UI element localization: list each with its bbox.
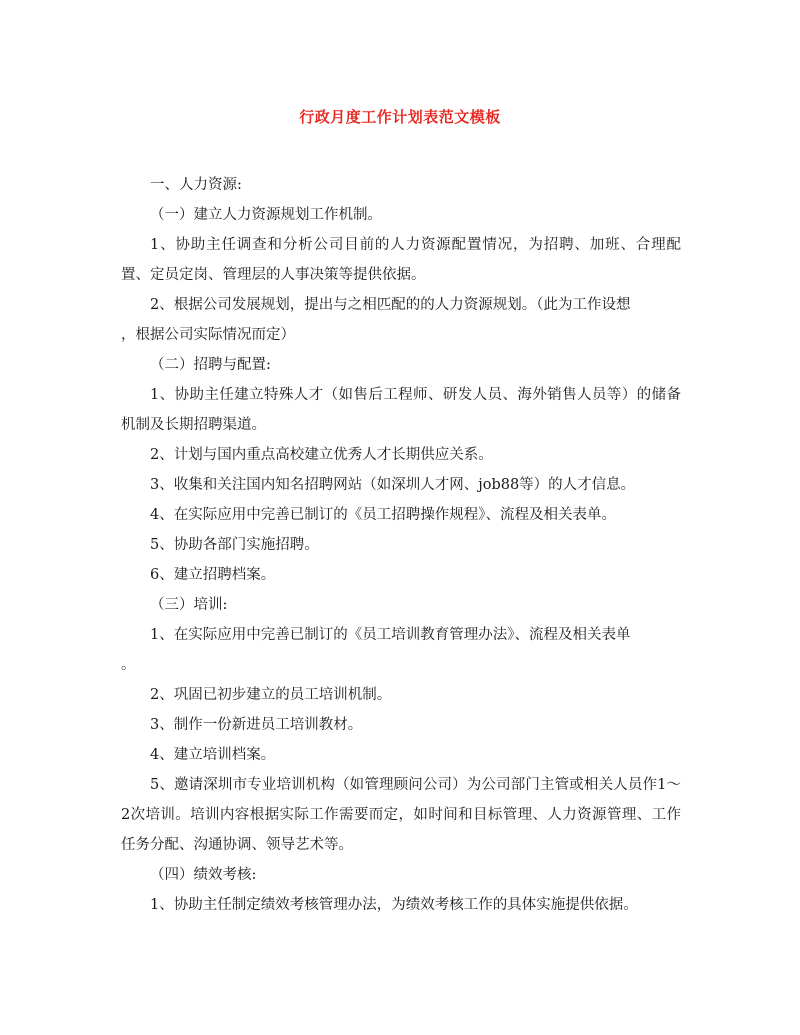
paragraph: 2、计划与国内重点高校建立优秀人才长期供应关系。 [150,447,493,463]
paragraph-continuation: 。 [121,657,136,673]
document-body [121,170,681,920]
paragraph: 3、收集和关注国内知名招聘网站（如深圳人才网、job88等）的人才信息。 [150,477,636,493]
section-heading: 一、人力资源: [150,177,242,193]
subsection-heading: （四）绩效考核: [150,867,257,883]
paragraph: 1、协助主任调查和分析公司目前的人力资源配置情况，为招聘、加班、合理配置、定员定岗、管理层的人事决策等提供依据。 [121,237,681,283]
paragraph: 6、建立招聘档案。 [150,567,276,583]
paragraph-continuation: ，根据公司实际情况而定） [121,327,295,343]
paragraph: 3、制作一份新进员工培训教材。 [150,717,363,733]
paragraph: 2、根据公司发展规划，提出与之相匹配的的人力资源规划。（此为工作设想 [150,297,631,313]
paragraph: 5、邀请深圳市专业培训机构（如管理顾问公司）为公司部门主管或相关人员作1～2次培训。培训内容根据实际工作需要而定，如时间和目标管理、人力资源管理、工作任务分配、沟通协调、领导艺术等。 [121,777,681,853]
paragraph: 4、建立培训档案。 [150,747,276,763]
subsection-heading: （一）建立人力资源规划工作机制。 [150,207,382,223]
paragraph: 5、协助各部门实施招聘。 [150,537,319,553]
subsection-heading: （三）培训: [150,597,228,613]
paragraph: 1、协助主任制定绩效考核管理办法，为绩效考核工作的具体实施提供依据。 [150,897,638,913]
document-title: 行政月度工作计划表范文模板 [299,108,501,126]
paragraph: 1、在实际应用中完善已制订的《员工培训教育管理办法》、流程及相关表单 [150,627,631,643]
paragraph: 4、在实际应用中完善已制订的《员工招聘操作规程》、流程及相关表单。 [150,507,616,523]
subsection-heading: （二）招聘与配置: [150,357,271,373]
paragraph: 1、协助主任建立特殊人才（如售后工程师、研发人员、海外销售人员等）的储备机制及长期招聘渠道。 [121,387,681,433]
paragraph: 2、巩固已初步建立的员工培训机制。 [150,687,392,703]
